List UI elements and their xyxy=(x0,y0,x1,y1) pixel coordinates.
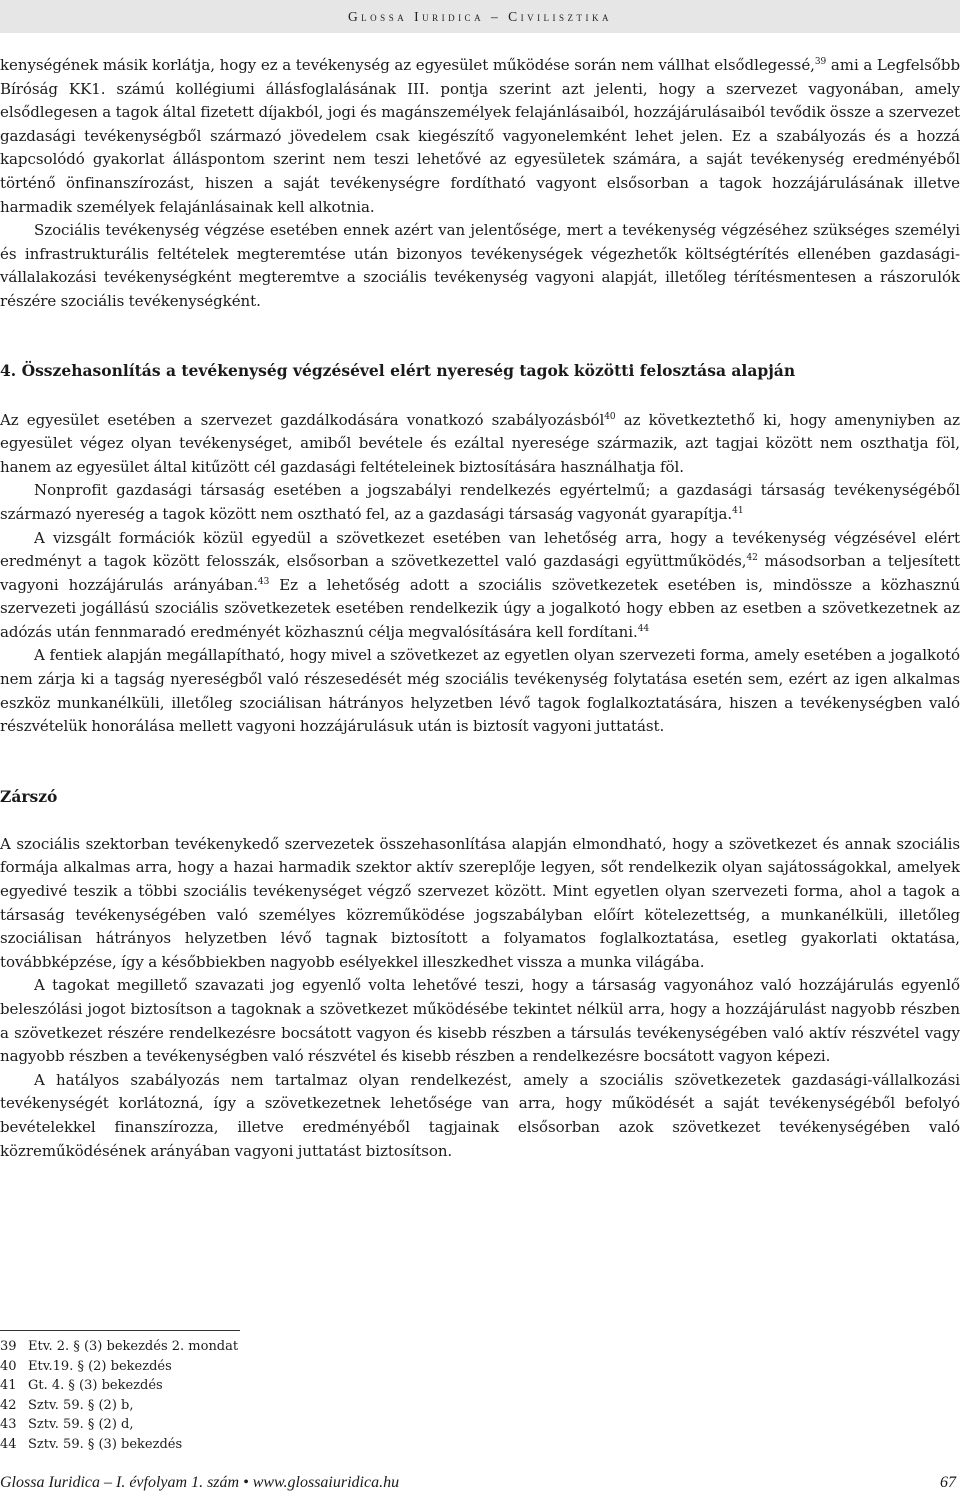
paragraph: A szociális szektorban tevékenykedő szervezetek összehasonlítása alapján elmondható, hogy a szövetkezet és annak szociális formája alkalmas arra, hogy a hazai harmadik szektor aktív szereplője legyen, sőt rendelkezik olyan sajátosságokkal, amelyek egyedivé teszik a többi szociális tevékenységet végző szervezet között. Mint egyetlen olyan szervezeti forma, ahol a tagok a társaság tevékenységében való személyes közreműködése jogszabályban előírt kötelezettség, a munkanélküli, illetőleg szociálisan hátrányos helyzetben lévő tagnak biztosított a folyamatos foglalkoztatása, esetleg gyakorlati oktatása, továbbképzése, így a későbbiekben nagyobb esélyekkel illeszkedhet vissza a munka világába. xyxy=(0,834,960,971)
page-footer xyxy=(0,1471,960,1495)
paragraph: Nonprofit gazdasági társaság esetében a jogszabályi rendelkezés egyértelmű; a gazdasági társaság tevékenységéből származó nyereség a tagok között nem osztható fel, az a gazdasági társaság vagyonát gyarapítja.$^{41}$ xyxy=(0,481,960,523)
footnote-separator xyxy=(0,1330,240,1331)
journal-info: Glossa Iuridica – I. évfolyam 1. szám • www.glossaiuridica.hu xyxy=(0,1474,400,1491)
section-heading: 4. Összehasonlítás a tevékenység végzésével elért nyereség tagok közötti felosztása alapján xyxy=(0,360,796,380)
footnote: 42 Sztv. 59. § (2) b, xyxy=(0,1397,134,1413)
article-body xyxy=(0,54,960,1163)
footnote-ref[interactable]: 42 xyxy=(746,553,758,564)
running-title: Glossa Iuridica – Civilisztika xyxy=(347,9,613,24)
paragraph: A vizsgált formációk közül egyedül a szövetkezet esetében van lehetőség arra, hogy a tevékenység végzésével elért eredményt a tagok között felosszák, elsősorban a szövetkezettel való gazdasági együttműködés,$^{42}$ másodsorban a teljesített vagyoni hozzájárulás arányában.$^{43}$ Ez a lehetőség adott a szociális szövetkezetek esetében is, mindössze a közhasznú szervezeti jogállású szociális szövetkezetek esetében rendelkezik úgy a jogalkotó hogy ebben az esetben a szövetkezetnek az adózás után fennmaradó eredményét közhasznú célja megvalósítására kell fordítani.$^{44}$ xyxy=(0,528,960,641)
footnote-ref[interactable]: 43 xyxy=(257,576,270,587)
footnote: 44 Sztv. 59. § (3) bekezdés xyxy=(0,1436,183,1452)
footnote: 40 Etv.19. § (2) bekezdés xyxy=(0,1358,172,1374)
paragraph: Az egyesület esetében a szervezet gazdálkodására vonatkozó szabályozásból$^{40}$ az következtethő ki, hogy amenyniyben az egyesület végez olyan tevékenységet, amiből bevétele és ezáltal nyeresége származik, azt tagjai között nem oszthatja föl, hanem az egyesület által kitűzött cél gazdasági feltételeinek biztosítására használhatja föl. xyxy=(0,410,960,476)
page-number: 67 xyxy=(940,1474,956,1491)
footnote-ref[interactable]: 44 xyxy=(637,623,650,634)
footnote: 39 Etv. 2. § (3) bekezdés 2. mondat xyxy=(0,1339,239,1354)
footnote-ref[interactable]: 39 xyxy=(814,57,827,67)
paragraph: A fentiek alapján megállapítható, hogy mivel a szövetkezet az egyetlen olyan szervezeti forma, amely esetében a jogalkotó nem zárja ki a tagság nyereségből való részesedését még szociális tevékenység folytatása esetén sem, ezért az igen alkalmas eszköz munkanélküli, illetőleg szociálisan hátrányos helyzetben lévő tagok foglalkoztatására, hiszen a tevékenységben való részvételük honorálása mellett vagyoni hozzájárulásuk után is biztosít vagyoni juttatást. xyxy=(0,646,960,736)
footnote: 43 Sztv. 59. § (2) d, xyxy=(0,1417,134,1433)
footnote: 41 Gt. 4. § (3) bekezdés xyxy=(0,1378,163,1394)
paragraph: kenységének másik korlátja, hogy ez a tevékenység az egyesület működése során nem vállhat elsődlegessé,$^{39}$ ami a Legfelsőbb Bíróság KK1. számú kollégiumi állásfoglalásának III. pontja szerint azt jelenti, hogy a szervezet vagyonában, amely elsődlegesen a tagok által fizetett díjakból, jogi és magánszemélyek felajánlásaiból, hozzájárulásaiból tevődik össze a szervezet gazdasági tevékenységből származó jövedelem csak kiegészítő vagyonelemként lehet jelen. Ez a szabályozás és a hozzá kapcsolódó gyakorlat álláspontom szerint nem teszi lehetővé az egyesületek számára, a saját tevékenység eredményéből történő önfinanszírozást, hiszen a saját tevékenységre fordítható vagyont elsősorban a tagok hozzájárulásának illetve harmadik személyek felajánlásainak kell alkotnia. xyxy=(0,56,960,216)
paragraph: A hatályos szabályozás nem tartalmaz olyan rendelkezést, amely a szociális szövetkezetek gazdasági-vállalkozási tevékenységét korlátozná, így a szövetkezetnek lehetősége van arra, hogy működését a saját tevékenységéből befolyó bevételekkel finanszírozza, illetve eredményéből tagjainak elsősorban azok szövetkezet tevékenységében való közreműködésének arányában vagyoni juttatást biztosítson. xyxy=(0,1070,960,1160)
section-heading: Zárszó xyxy=(0,786,58,806)
paragraph: A tagokat megillető szavazati jog egyenlő volta lehetővé teszi, hogy a társaság vagyonához való hozzájárulás egyenlő beleszólási jogot biztosítson a tagoknak a szövetkezet működésébe tekintet nélkül arra, hogy a hozzájárulást nagyobb részben a szövetkezet részére rendelkezésre bocsátott vagyon és kisebb részben a társulás tevékenységében való aktív részvétel vagy nagyobb részben a tevékenységben való részvétel és kisebb részben a rendelkezésre bocsátott vagyon képezi. xyxy=(0,976,960,1066)
paragraph: Szociális tevékenység végzése esetében ennek azért van jelentősége, mert a tevékenység végzéséhez szükséges személyi és infrastrukturális feltételek megteremtése után bizonyos tevékenységek végezhetők költségtérítés ellenében gazdasági-vállalakozási tevékenységként megteremtve a szociális tevékenység vagyoni alapját, illetőleg térítésmentesen a rászorulók részére szociális tevékenységként. xyxy=(0,221,960,310)
footnote-ref[interactable]: 40 xyxy=(604,411,616,422)
footnote-ref[interactable]: 41 xyxy=(732,505,744,516)
running-header xyxy=(0,0,960,33)
footnotes xyxy=(0,1322,960,1455)
